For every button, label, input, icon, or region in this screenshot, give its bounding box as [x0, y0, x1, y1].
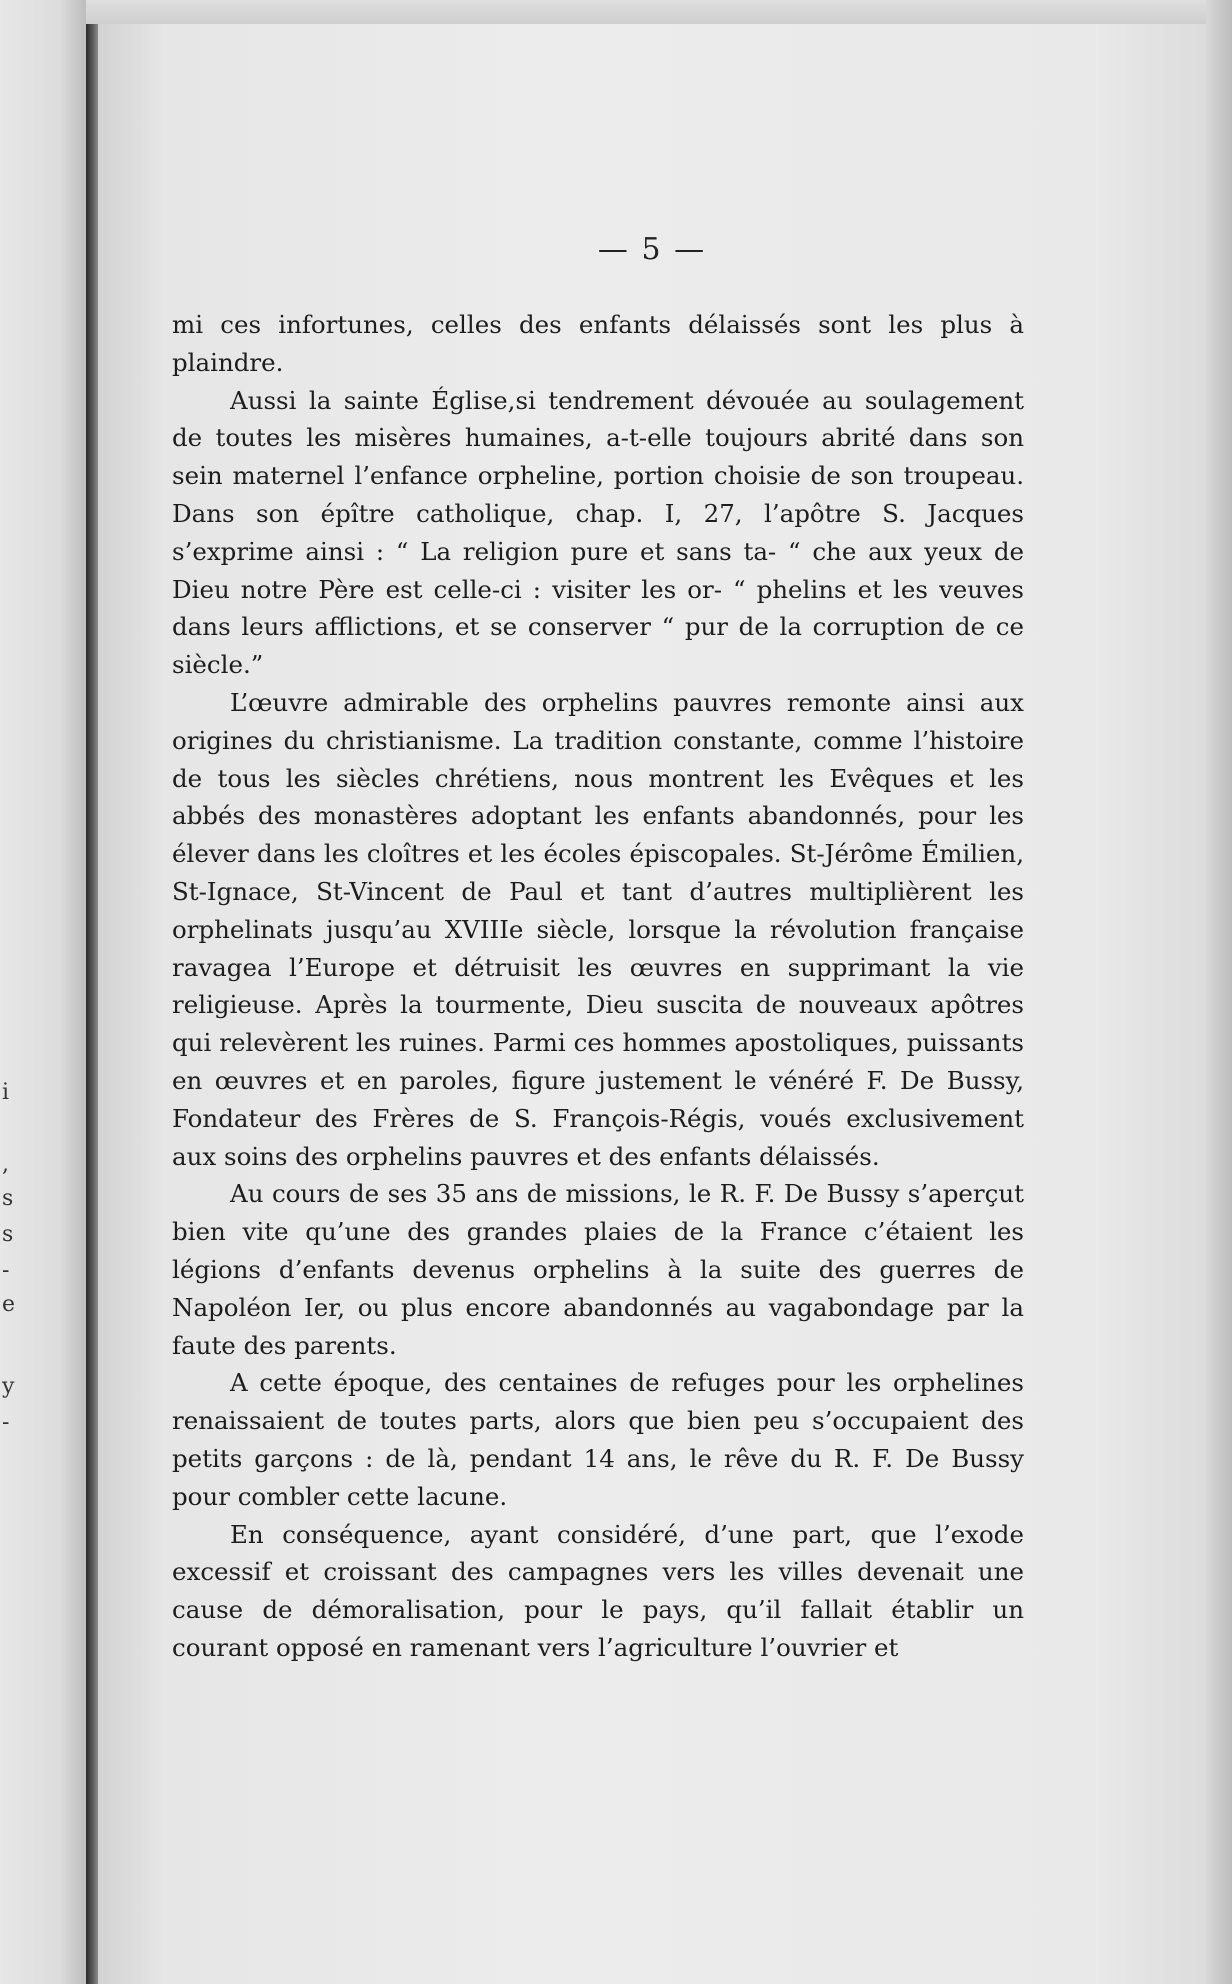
page-right-edge [1206, 0, 1232, 1984]
margin-fragment: e [2, 1292, 16, 1317]
book-page [98, 24, 1206, 1984]
paragraph: L’œuvre admirable des orphelins pauvres remonte ainsi aux origines du christianisme. La tradition constante, comme l’histoire de tous les siècles chrétiens, nous montrent les Evêques et les abbés des monastères adoptant les enfants abandonnés, pour les élever dans les cloîtres et les écoles épiscopales. St-Jérôme Émilien, St-Ignace, St-Vincent de Paul et tant d’autres multiplièrent les orphelinats jusqu’au XVIIIe siècle, lorsque la révolution française ravagea l’Europe et détruisit les œuvres en supprimant la vie religieuse. Après la tourmente, Dieu suscita de nouveaux apôtres qui relevèrent les ruines. Parmi ces hommes apostoliques, puissants en œuvres et en paroles, figure justement le vénéré F. De Bussy, Fondateur des Frères de S. François-Régis, voués exclusivement aux soins des orphelins pauvres et des enfants délaissés. [172, 687, 1024, 1171]
margin-fragment: s [2, 1222, 14, 1247]
body-text [172, 306, 1024, 1667]
paragraph: mi ces infortunes, celles des enfants délaissés sont les plus à plaindre. [172, 310, 1024, 377]
page-top-edge [86, 0, 1232, 24]
margin-fragment: s [2, 1186, 14, 1211]
paragraph: Au cours de ses 35 ans de missions, le R. F. De Bussy s’aperçut bien vite qu’une des grandes plaies de la France c’étaient les légions d’enfants devenus orphelins à la suite des guerres de Napoléon Ier, ou plus encore abandonnés au vagabondage par la faute des parents. [172, 1179, 1024, 1360]
page-number: — 5 — [597, 232, 707, 267]
paragraph: A cette époque, des centaines de refuges pour les orphelines renaissaient de toutes parts, alors que bien peu s’occupaient des petits garçons : de là, pendant 14 ans, le rêve du R. F. De Bussy pour combler cette lacune. [172, 1368, 1024, 1511]
margin-fragment: - [2, 1410, 10, 1435]
margin-fragment: - [2, 1258, 10, 1283]
book-binding-shadow [86, 0, 98, 1984]
paragraph: En conséquence, ayant considéré, d’une part, que l’exode excessif et croissant des campagnes vers les villes devenait une cause de démoralisation, pour le pays, qu’il fallait établir un courant opposé en ramenant vers l’agriculture l’ouvrier et [172, 1519, 1024, 1662]
facing-page-edge [0, 0, 86, 1984]
margin-fragment: , [2, 1152, 9, 1177]
margin-fragment: i [2, 1080, 10, 1105]
margin-fragment: y [2, 1374, 15, 1399]
paragraph: Aussi la sainte Église,si tendrement dévouée au soulagement de toutes les misères humaines, a-t-elle toujours abrité dans son sein maternel l’enfance orpheline, portion choisie de son troupeau. Dans son épître catholique, chap. I, 27, l’apôtre S. Jacques s’exprime ainsi : “ La religion pure et sans ta- “ che aux yeux de Dieu notre Père est celle-ci : visiter les or- “ phelins et les veuves dans leurs afflictions, et se conserver “ pur de la corruption de ce siècle.” [172, 385, 1024, 680]
